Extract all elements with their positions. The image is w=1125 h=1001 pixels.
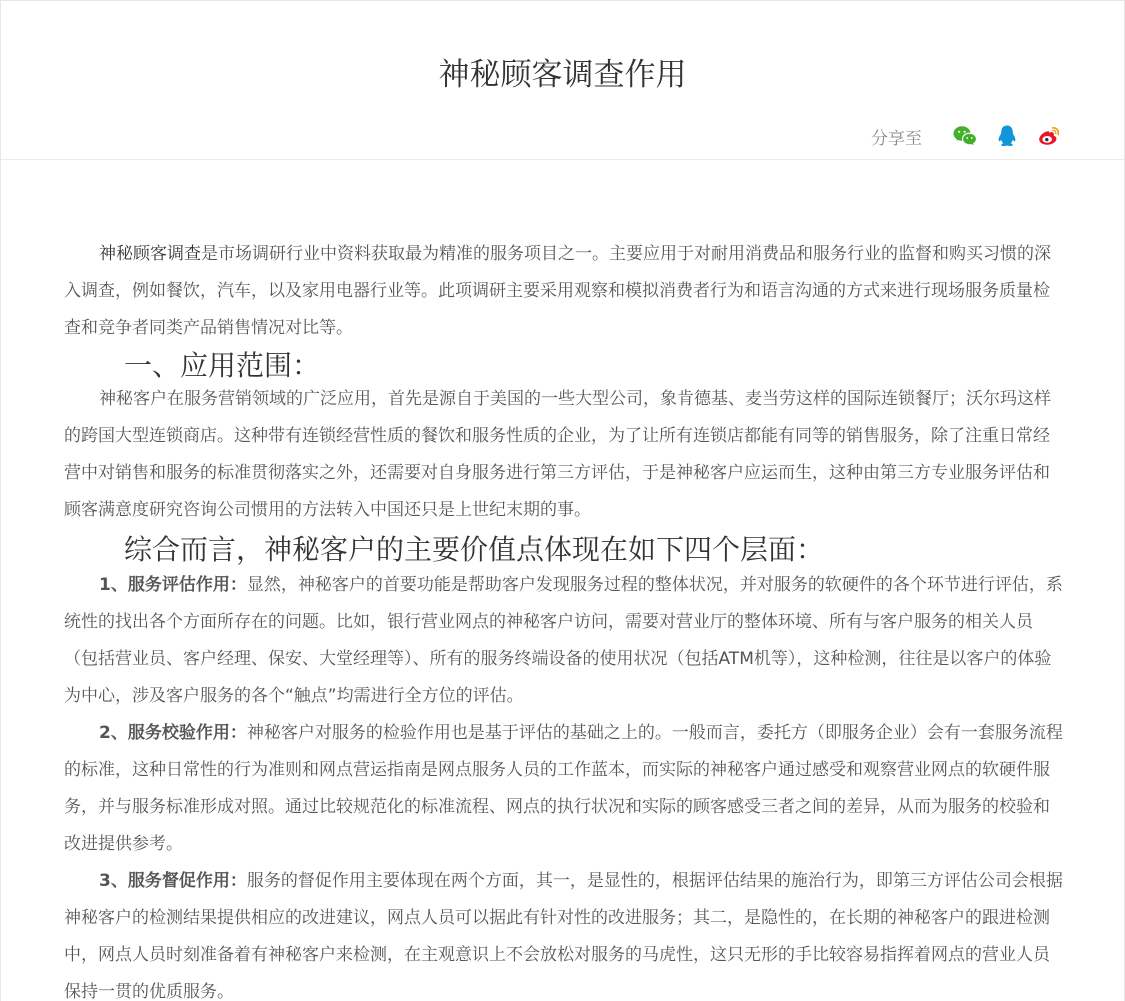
point-text: 显然，神秘客户的首要功能是帮助客户发现服务过程的整体状况，并对服务的软硬件的各个环节进行评估，系统性的找出各个方面所存在的问题。比如，银行营业网点的神秘客户访问，需要对营业厅的整体环境、所有与客户服务的相关人员（包括营业员、客户经理、保安、大堂经理等）、所有的服务终端设备的使用状况（包括ATM机等），这种检测，往往是以客户的体验为中心，涉及客户服务的各个“触点”均需进行全方位的评估。 xyxy=(64,575,1063,706)
article-header xyxy=(1,1,1124,160)
article-title: 神秘顾客调查作用 xyxy=(438,57,687,93)
point-paragraph-verification xyxy=(64,715,1064,863)
point-label: 1、服务评估作用： xyxy=(99,575,247,595)
point-text: 神秘客户对服务的检验作用也是基于评估的基础之上的。一般而言，委托方（即服务企业）会有一套服务流程的标准，这种日常性的行为准则和网点营运指南是网点服务人员的工作蓝本，而实际的神秘客户通过感受和观察营业网点的软硬件服务，并与服务标准形成对照。通过比较规范化的标准流程、网点的执行状况和实际的顾客感受三者之间的差异，从而为服务的校验和改进提供参考。 xyxy=(64,723,1063,854)
share-label: 分享至 xyxy=(871,128,922,149)
point-label: 3、服务督促作用： xyxy=(99,871,247,891)
weibo-icon[interactable] xyxy=(1036,123,1062,149)
point-label: 2、服务校验作用： xyxy=(99,723,247,743)
intro-paragraph xyxy=(64,236,1064,347)
point-paragraph-supervision xyxy=(64,863,1064,1001)
scope-paragraph: 神秘客户在服务营销领域的广泛应用，首先是源自于美国的一些大型公司，象肯德基、麦当劳这样的国际连锁餐厅；沃尔玛这样的跨国大型连锁商店。这种带有连锁经营性质的餐饮和服务性质的企业，为了让所有连锁店都能有同等的销售服务，除了注重日常经营中对销售和服务的标准贯彻落实之外，还需要对自身服务进行第三方评估，于是神秘客户应运而生，这种由第三方专业服务评估和顾客满意度研究咨询公司惯用的方法转入中国还只是上世纪末期的事。 xyxy=(64,389,1051,520)
intro-text: 是市场调研行业中资料获取最为精准的服务项目之一。主要应用于对耐用消费品和服务行业的监督和购买习惯的深入调查，例如餐饮，汽车，以及家用电器行业等。此项调研主要采用观察和模拟消费者行为和语言沟通的方式来进行现场服务质量检查和竞争者同类产品销售情况对比等。 xyxy=(64,244,1051,338)
point-text: 服务的督促作用主要体现在两个方面，其一，是显性的，根据评估结果的施治行为，即第三方评估公司会根据神秘客户的检测结果提供相应的改进建议，网点人员可以据此有针对性的改进服务；其二，是隐性的，在长期的神秘客户的跟进检测中，网点人员时刻准备着有神秘客户来检测，在主观意识上不会放松对服务的马虎性，这只无形的手比较容易指挥着网点的营业人员保持一贯的优质服务。 xyxy=(64,871,1063,1001)
intro-link[interactable]: 神秘顾客调查 xyxy=(99,244,201,264)
point-paragraph-evaluation xyxy=(64,567,1064,715)
wechat-icon[interactable] xyxy=(952,123,978,149)
section-heading-value: 综合而言，神秘客户的主要价值点体现在如下四个层面： xyxy=(124,533,825,566)
share-bar xyxy=(871,121,1062,151)
qq-icon[interactable] xyxy=(994,123,1020,149)
article-body xyxy=(64,236,1064,1001)
section-heading-scope: 一、应用范围： xyxy=(124,349,321,382)
